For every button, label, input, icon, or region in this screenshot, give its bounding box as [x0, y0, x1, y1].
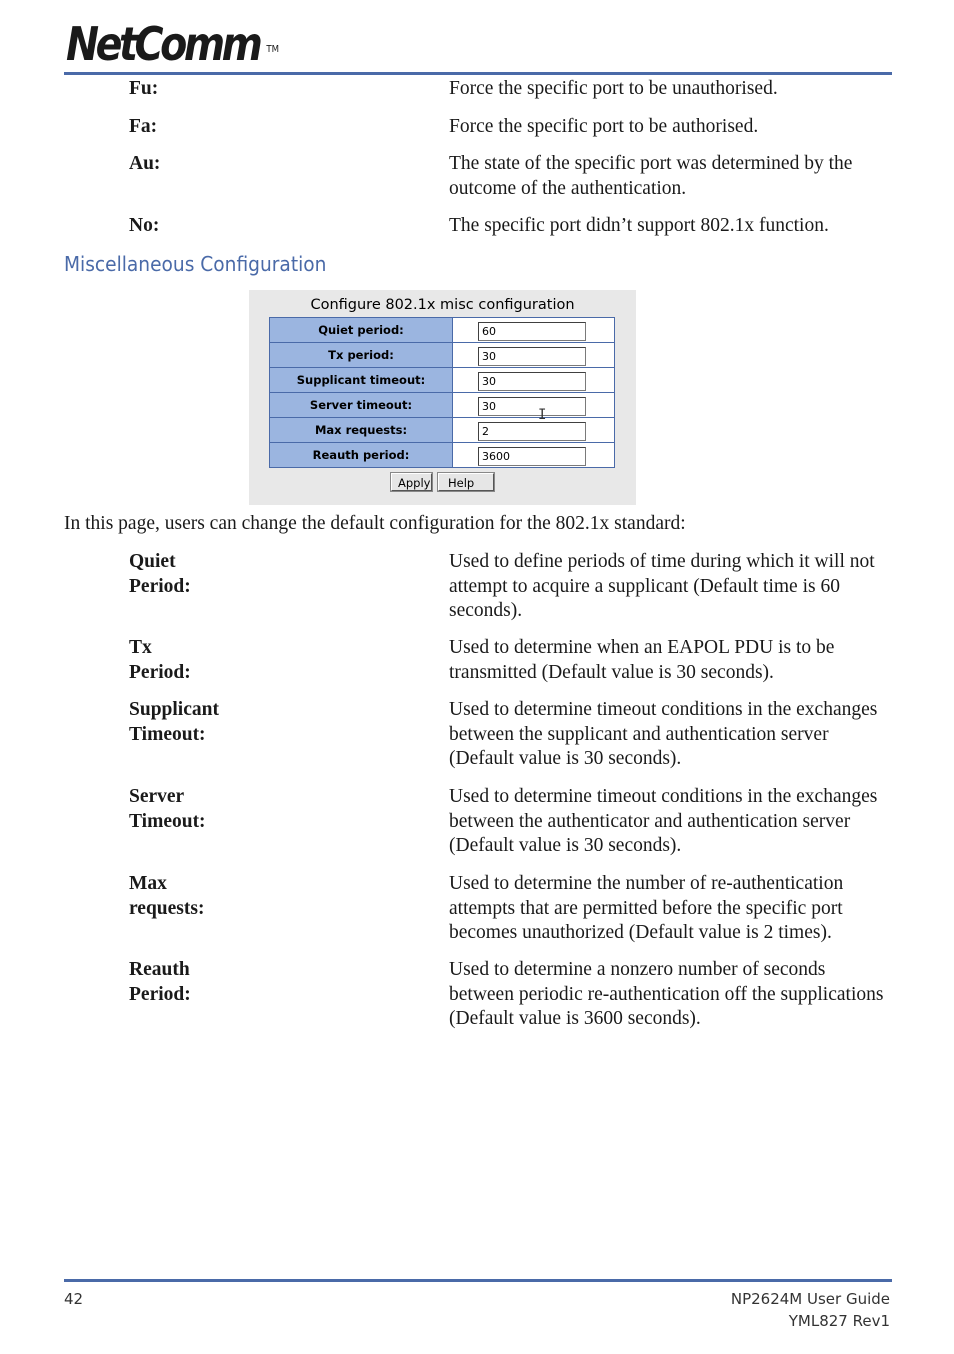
definition-term: No: — [129, 215, 160, 236]
max-requests-input[interactable] — [478, 422, 586, 441]
config-label: Tx period: — [270, 343, 453, 368]
apply-button[interactable]: Apply — [391, 473, 432, 491]
definition-term: Tx Period: — [129, 637, 191, 683]
config-row-max-requests — [270, 418, 615, 443]
panel-title: Configure 802.1x misc configuration — [310, 297, 575, 313]
quiet-period-input[interactable] — [478, 322, 586, 341]
config-label: Quiet period: — [270, 318, 453, 343]
definition-description: Used to determine a nonzero number of seconds between periodic re-authentication off the supplications (Default value is 3600 seconds). — [449, 959, 884, 1029]
definition-term: Supplicant Timeout: — [129, 699, 219, 745]
config-label: Max requests: — [270, 418, 453, 443]
definition-description: Used to determine when an EAPOL PDU is to be transmitted (Default value is 30 seconds). — [449, 637, 835, 683]
reauth-period-input[interactable] — [478, 447, 586, 466]
footer-rule — [64, 1279, 892, 1282]
config-table — [269, 317, 615, 468]
misc-config-panel — [249, 290, 636, 505]
definition-description: Used to determine timeout conditions in the exchanges between the supplicant and authentication server (Default value is 30 seconds). — [449, 699, 878, 769]
config-label: Server timeout: — [270, 393, 453, 418]
page-number: 42 — [64, 1290, 84, 1308]
config-row-server-timeout — [270, 393, 615, 418]
logo-text: NetComm — [66, 17, 260, 71]
config-row-tx-period — [270, 343, 615, 368]
supplicant-timeout-input[interactable] — [478, 372, 586, 391]
revision-code: YML827 Rev1 — [788, 1312, 890, 1330]
definition-description: Force the specific port to be authorised. — [449, 116, 759, 137]
definition-term: Reauth Period: — [129, 959, 191, 1005]
button-row — [249, 473, 636, 491]
definition-term: Fa: — [129, 116, 158, 137]
config-row-supplicant-timeout — [270, 368, 615, 393]
guide-title: NP2624M User Guide — [730, 1290, 890, 1308]
footer-info — [731, 1288, 890, 1332]
definition-term: Max requests: — [129, 873, 205, 919]
definition-term: Au: — [129, 153, 161, 174]
definition-description: Force the specific port to be unauthorised. — [449, 78, 778, 99]
tx-period-input[interactable] — [478, 347, 586, 366]
trademark-mark: TM — [266, 44, 279, 55]
text-cursor-icon: I — [538, 407, 547, 423]
intro-paragraph: In this page, users can change the default configuration for the 802.1x standard: — [64, 513, 686, 534]
section-title: Miscellaneous Configuration — [64, 252, 327, 276]
header-rule — [64, 72, 892, 75]
definition-description: Used to determine timeout conditions in the exchanges between the authenticator and authentication server (Default value is 30 seconds). — [449, 786, 878, 856]
definition-term: Server Timeout: — [129, 786, 206, 832]
definition-term: Fu: — [129, 78, 159, 99]
definition-description: The specific port didn’t support 802.1x function. — [449, 215, 829, 236]
definition-description: The state of the specific port was determined by the outcome of the authentication. — [449, 153, 853, 199]
definition-description: Used to define periods of time during which it will not attempt to acquire a supplicant (Default time is 60 seconds). — [449, 551, 875, 621]
definition-term: Quiet Period: — [129, 551, 191, 597]
config-label: Reauth period: — [270, 443, 453, 468]
config-row-quiet-period — [270, 318, 615, 343]
config-row-reauth-period — [270, 443, 615, 468]
definition-description: Used to determine the number of re-authentication attempts that are permitted before the specific port becomes unauthorized (Default value is 2 times). — [449, 873, 844, 943]
server-timeout-input[interactable] — [478, 397, 586, 416]
netcomm-logo — [66, 17, 279, 71]
help-button[interactable]: Help — [438, 473, 494, 491]
config-label: Supplicant timeout: — [270, 368, 453, 393]
